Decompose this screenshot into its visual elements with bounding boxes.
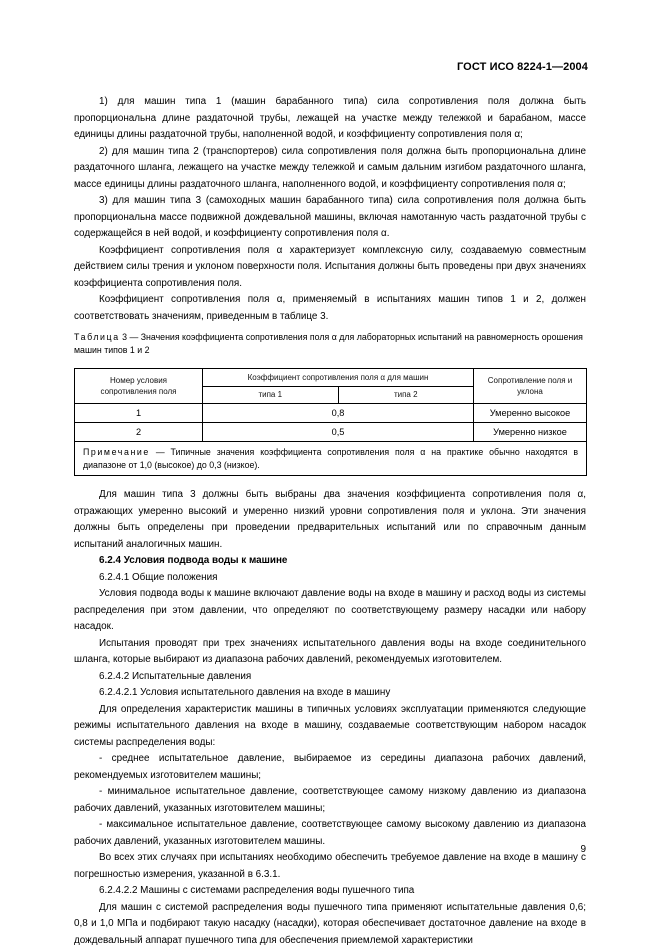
subsection-6-2-4-1: 6.2.4.1 Общие положения [74,570,586,587]
table-row [75,404,587,423]
paragraph-water-conditions: Условия подвода воды к машине включают давление воды на входе в машину и расход воды из системы распределения при этом давлении, что определяют по соответствующему размеру насадки или набору насадок. [74,586,586,636]
subsection-6-2-4-2-1: 6.2.4.2.1 Условия испытательного давления на входе в машину [74,685,586,702]
subsection-6-2-4-2-2: 6.2.4.2.2 Машины с системами распределения воды пушечного типа [74,883,586,900]
paragraph-pressure-accuracy: Во всех этих случаях при испытаниях необходимо обеспечить требуемое давление на входе в машину с погрешностью измерения, указанной в 6.3.1. [74,850,586,883]
table3-caption [74,331,586,356]
table-row [75,423,587,442]
table3-row2-num: 2 [75,423,203,442]
paragraph-type3: 3) для машин типа 3 (самоходных машин барабанного типа) сила сопротивления поля должна быть пропорциональна массе подвижной дождевальной машины, включая намотанную часть раздаточной трубы с содержащейся в ней водой, и коэффициенту сопротивления поля α. [74,193,586,243]
table3-caption-label: Таблица [74,332,120,342]
table3 [74,368,587,476]
document-code-header: ГОСТ ИСО 8224-1—2004 [438,61,588,73]
table3-row2-resistance: Умеренно низкое [474,423,587,442]
paragraph-type1: 1) для машин типа 1 (машин барабанного типа) сила сопротивления поля должна быть пропорциональна длине раздаточной трубы, лежащей на участке между тележкой и барабаном, массе единицы длины раздаточной трубы, наполненной водой, и коэффициенту сопротивления поля α; [74,94,586,144]
paragraph-type3-values: Для машин типа 3 должны быть выбраны два значения коэффициента сопротивления поля α, отражающих умеренно высокий и умеренно низкий уровни сопротивления поля и уклона. Эти значения должны быть определены при проведении предварительных испытаний или по справочным данным испытаний аналогичных машин. [74,487,586,553]
table3-row2-value: 0,5 [203,423,474,442]
table3-note [75,442,587,476]
table3-row1-value: 0,8 [203,404,474,423]
table3-note-row [75,442,587,476]
table3-header-condition: Номер условия сопротивления поля [75,369,203,404]
table3-header-coef: Коэффициент сопротивления поля α для машин [203,369,474,387]
table3-note-text: — Типичные значения коэффициента сопротивления поля α на практике обычно находятся в диапазоне от 1,0 (высокое) до 0,3 (низкое). [83,447,578,470]
table3-note-label: Примечание [83,447,150,457]
table3-caption-text: 3 — Значения коэффициента сопротивления поля α для лабораторных испытаний на равномерность орошения машин типов 1 и 2 [74,332,583,355]
section-heading-6-2-4: 6.2.4 Условия подвода воды к машине [74,553,586,570]
paragraph-coef-definition: Коэффициент сопротивления поля α характеризует комплексную силу, создаваемую совместным действием силы трения и уклоном поверхности поля. Испытания должны быть проведены при двух значениях коэффициента сопротивления поля. [74,243,586,293]
paragraph-test-modes: Для определения характеристик машины в типичных условиях эксплуатации применяются следующие режимы испытательного давления на входе в машину, создаваемые соответствующим набором насадок системы распределения воды: [74,702,586,752]
paragraph-type2: 2) для машин типа 2 (транспортеров) сила сопротивления поля должна быть пропорциональна длине раздаточного шланга, лежащего на участке между тележкой и самым дальним изгибом раздаточного шланга, массе единицы длины раздаточного шланга, наполненного водой, и коэффициенту сопротивления поля α; [74,144,586,194]
table3-header-type2: типа 2 [338,386,474,404]
list-item-mid-pressure: - среднее испытательное давление, выбираемое из середины диапазона рабочих давлений, рекомендуемых изготовителем машины; [74,751,586,784]
list-item-min-pressure: - минимальное испытательное давление, соответствующее самому низкому давлению из диапазона рабочих давлений, указанных изготовителем машины; [74,784,586,817]
subsection-6-2-4-2: 6.2.4.2 Испытательные давления [74,669,586,686]
table3-row1-resistance: Умеренно высокое [474,404,587,423]
paragraph-coef-table-ref: Коэффициент сопротивления поля α, применяемый в испытаниях машин типов 1 и 2, должен соответствовать значениям, приведенным в таблице 3. [74,292,586,325]
table3-row1-num: 1 [75,404,203,423]
list-item-max-pressure: - максимальное испытательное давление, соответствующее самому высокому давлению из диапазона рабочих давлений, указанных изготовителем машины. [74,817,586,850]
document-body [74,94,586,949]
table3-header-resistance: Сопротивление поля и уклона [474,369,587,404]
paragraph-three-pressures: Испытания проводят при трех значениях испытательного давления воды на входе соединительного шланга, которые выбирают из диапазона рабочих давлений, рекомендуемых изготовителем. [74,636,586,669]
page-number: 9 [574,844,586,855]
table3-header-type1: типа 1 [203,386,339,404]
paragraph-gun-type-pressures: Для машин с системой распределения воды пушечного типа применяют испытательные давления 0,6; 0,8 и 1,0 МПа и подбирают такую насадку (насадки), которая обеспечивает достаточное давление на входе в дождевальный аппарат пушечного типа для обеспечения приемлемой характеристики [74,900,586,949]
